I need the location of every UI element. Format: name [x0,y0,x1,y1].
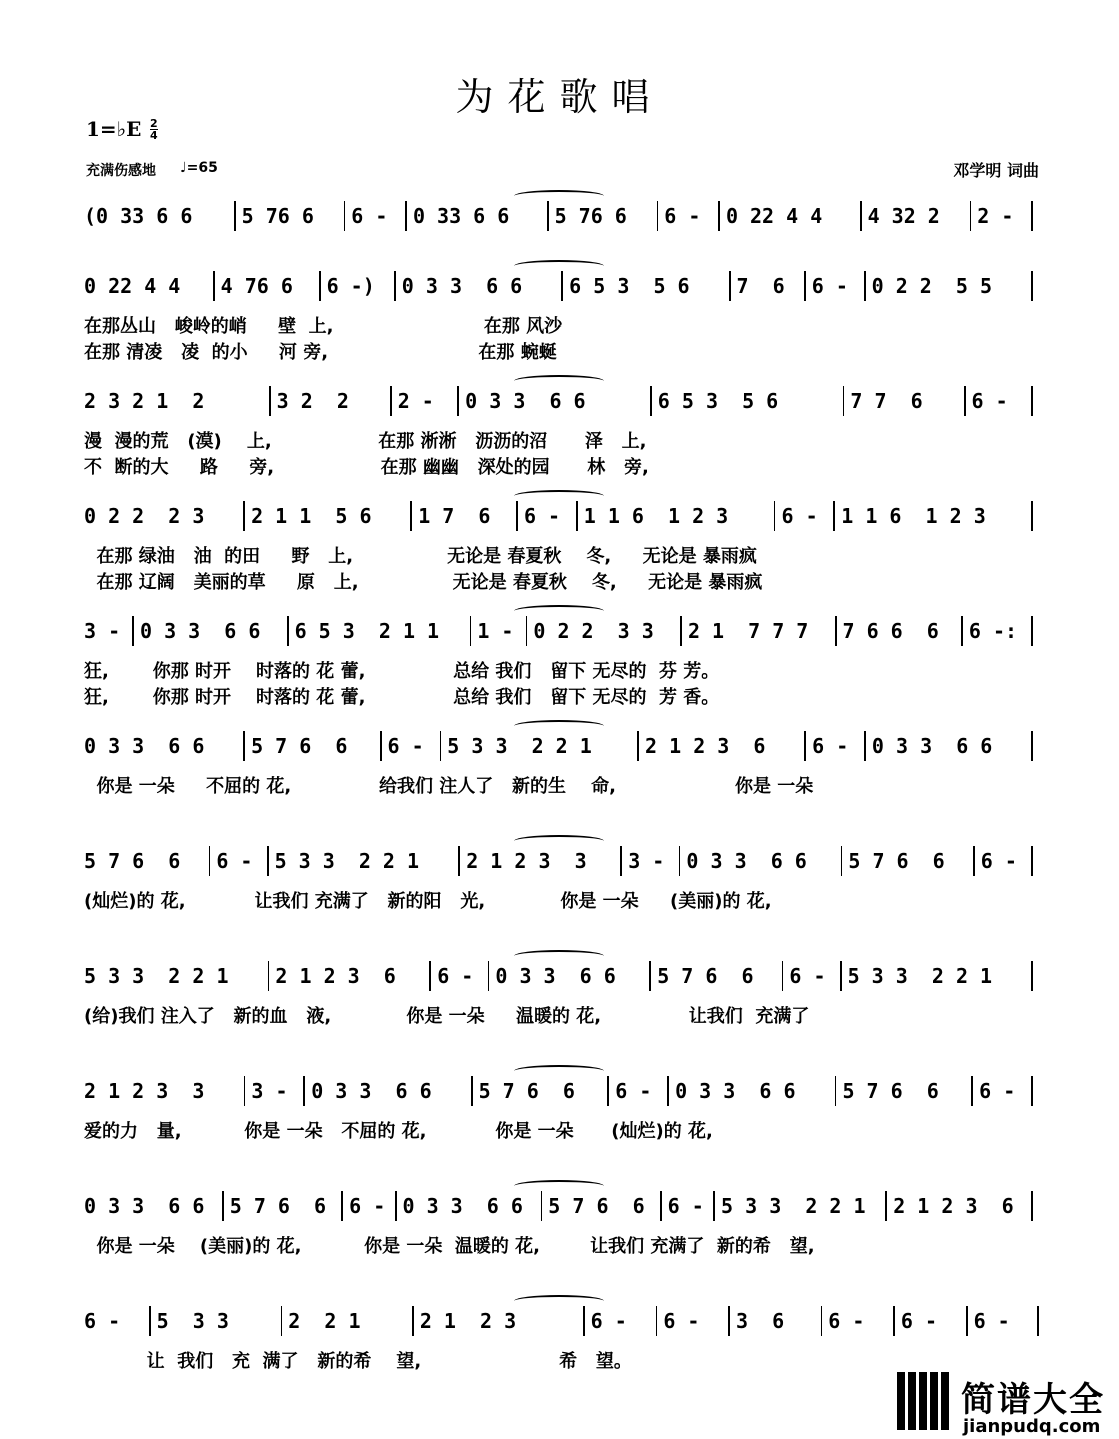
bar-line [457,386,459,416]
bar-line [541,1191,543,1221]
bar-line [657,201,659,231]
lyric-line: 在那丛山 峻岭的峭 壁 上, 在那 风沙 [84,316,563,337]
measure: 5 3 3 [156,1309,229,1333]
bar-line [667,1076,669,1106]
score-row [84,200,1039,232]
bar-line [488,961,490,991]
measure: 6 - [973,1309,1010,1333]
bar-line [576,501,578,531]
bar-line [656,1306,658,1336]
bar-line [244,1076,246,1106]
author-credit: 邓学明 词曲 [953,161,1039,180]
bar-line [1031,1191,1033,1221]
song-title: 为花歌唱 [455,75,664,119]
bar-line [679,846,681,876]
lyric-line: 不 断的大 路 旁, 在那 幽幽 深处的园 林 旁, [84,457,649,478]
score-row [84,960,1039,992]
score-row [84,270,1039,302]
note-line [84,615,1039,647]
measure: 6 - [664,204,701,228]
bar-line [835,1076,837,1106]
bar-line [660,1191,662,1221]
bar-line [774,501,776,531]
bar-line [395,1191,397,1221]
bar-line [864,731,866,761]
bar-line [620,846,622,876]
measure: 6 - [971,389,1008,413]
measure: 6 - [811,274,848,298]
measure: 6 - [387,734,424,758]
score-row [84,1075,1039,1107]
measure: 1 1 6 1 2 3 [583,504,729,528]
slur-mark [514,490,604,502]
bar-line [268,961,270,991]
measure: 0 3 3 6 6 [84,734,205,758]
bar-line [680,616,682,646]
bar-line [840,961,842,991]
measure: 0 2 2 5 5 [871,274,993,298]
lyric-line: 在那 辽阔 美丽的草 原 上, 无论是 春夏秋 冬, 无论是 暴雨疯 [84,572,763,593]
measure: 0 3 3 6 6 [495,964,616,988]
bar-line [149,1306,151,1336]
tempo-mark: ♩=65 [180,160,218,176]
bar-line [287,616,289,646]
bar-line [650,386,652,416]
bar-line [458,846,460,876]
measure: 5 76 6 [554,204,627,228]
bar-line [243,501,245,531]
bar-line [893,1306,895,1336]
measure: 2 1 2 3 3 [84,1079,205,1103]
measure: 6 - [615,1079,652,1103]
slur-mark [514,260,604,272]
lyric-line: 让 我们 充 满了 新的希 望, 希 望。 [84,1351,632,1372]
measure: 6 - [980,849,1017,873]
lyric-line: (灿烂)的 花, 让我们 充满了 新的阳 光, 你是 一朵 (美丽)的 花, [84,891,772,912]
lyric-line: 狂, 你那 时开 时落的 花 蕾, 总给 我们 留下 无尽的 芳 香。 [84,687,720,708]
measure: 2 2 1 [288,1309,361,1333]
slur-mark [514,605,604,617]
bar-line [729,271,731,301]
logo-url: jianpudq.com [963,1416,1101,1437]
note-line [84,960,1039,992]
measure: 5 3 3 2 2 1 [847,964,993,988]
measure: 5 7 6 6 [548,1194,645,1218]
score-row [84,845,1039,877]
measure: 0 2 2 3 3 [533,619,654,643]
note-line [84,200,1039,232]
score-row [84,385,1039,417]
bar-line [394,271,396,301]
measure: 3 - [628,849,665,873]
measure: 6 - [781,504,818,528]
bar-line [607,1076,609,1106]
measure: 2 1 2 3 [419,1309,517,1333]
bar-line [1031,271,1033,301]
bar-line [209,846,211,876]
bar-line [1037,1306,1040,1336]
bar-line [222,1191,224,1221]
bar-line [728,1306,730,1336]
measure: 0 3 3 6 6 [311,1079,432,1103]
measure: 6 - [828,1309,865,1333]
bar-line [961,616,963,646]
note-line [84,845,1039,877]
measure: 6 - [84,1309,121,1333]
bar-line [1031,731,1033,761]
time-signature [150,118,158,141]
note-line [84,1075,1039,1107]
measure: 1 - [477,619,514,643]
measure: 4 76 6 [220,274,293,298]
site-logo [897,1372,1119,1438]
note-line [84,500,1039,532]
note-line [84,385,1039,417]
bar-line [782,961,784,991]
time-sig-bottom: 4 [150,129,158,142]
score-row [84,1305,1039,1337]
bar-line [860,201,862,231]
bar-line [971,1076,973,1106]
score-row [84,615,1039,647]
lyric-line: 在那 清凌 凌 的小 河 旁, 在那 蜿蜒 [84,342,557,363]
bar-line [970,201,972,231]
bar-line [561,271,563,301]
measure: 6 -: [968,619,1018,643]
bar-line [966,1306,968,1336]
lyric-line: 你是 一朵 不屈的 花, 给我们 注人了 新的生 命, 你是 一朵 [84,776,814,797]
measure: 0 3 3 6 6 [401,274,523,298]
measure: 0 3 3 6 6 [871,734,993,758]
bar-line [1031,616,1033,646]
measure: 3 - [251,1079,288,1103]
bar-line [1031,386,1033,416]
measure: 6 -) [326,274,375,298]
measure: 6 - [667,1194,704,1218]
bar-line [583,1306,585,1336]
bar-line [718,201,720,231]
lyric-line: 狂, 你那 时开 时落的 花 蕾, 总给 我们 留下 无尽的 芬 芳。 [84,661,720,682]
slur-mark [514,835,604,847]
note-line [84,1190,1039,1222]
bar-line [341,1191,343,1221]
bar-line [303,1076,305,1106]
bar-line [843,386,845,416]
measure: 0 22 4 4 [725,204,823,228]
bar-line [964,386,966,416]
bar-line [526,616,528,646]
measure: 4 32 2 [867,204,940,228]
measure: 6 - [789,964,826,988]
measure: 3 6 [735,1309,785,1333]
bar-line [213,271,215,301]
measure: 6 5 3 5 6 [657,389,779,413]
measure: 6 - [590,1309,627,1333]
bar-line [885,1191,887,1221]
measure: 6 - [663,1309,700,1333]
piano-keys-icon [897,1372,955,1432]
measure: 6 - [979,1079,1016,1103]
measure: 6 - [349,1194,386,1218]
measure: 0 22 4 4 [84,274,181,298]
measure: 6 - [216,849,253,873]
bar-line [319,271,321,301]
bar-line [973,846,975,876]
measure: 1 7 6 [418,504,491,528]
slur-mark [514,1295,604,1307]
slur-mark [514,950,604,962]
measure: 5 76 6 [241,204,314,228]
measure: 2 - [397,389,434,413]
bar-line [440,731,442,761]
measure: 2 - [977,204,1014,228]
bar-line [1031,961,1033,991]
measure: 0 33 6 6 [412,204,510,228]
slur-mark [514,375,604,387]
bar-line [1031,846,1033,876]
measure: 0 3 3 6 6 [465,389,586,413]
measure: 2 1 2 3 3 [466,849,587,873]
bar-line [547,201,549,231]
measure: 5 7 6 6 [848,849,945,873]
lyric-line: 你是 一朵 (美丽)的 花, 你是 一朵 温暖的 花, 让我们 充满了 新的希 望, [84,1236,815,1257]
measure: 5 7 6 6 [84,849,181,873]
logo-text: 简谱大全 [961,1380,1105,1420]
measure: 0 2 2 2 3 [84,504,205,528]
measure: 6 - [351,204,388,228]
measure: 5 3 3 2 2 1 [84,964,229,988]
bar-line [804,731,806,761]
measure: 0 3 3 6 6 [675,1079,796,1103]
measure: 5 3 3 2 2 1 [447,734,592,758]
measure: 5 7 6 6 [657,964,754,988]
bar-line [390,386,392,416]
slur-mark [514,720,604,732]
measure: 0 3 3 6 6 [402,1194,523,1218]
lyric-line: (给)我们 注入了 新的血 液, 你是 一朵 温暖的 花, 让我们 充满了 [84,1006,810,1027]
measure: 5 3 3 2 2 1 [274,849,420,873]
slur-mark [514,190,604,202]
expression-mark: 充满伤感地 [86,163,156,179]
measure: 6 5 3 2 1 1 [294,619,440,643]
measure: 5 3 3 2 2 1 [721,1194,866,1218]
lyric-line: 在那 绿油 油 的田 野 上, 无论是 春夏秋 冬, 无论是 暴雨疯 [84,546,757,567]
bar-line [841,846,843,876]
bar-line [470,616,472,646]
measure: 7 6 [736,274,785,298]
bar-line [713,1191,715,1221]
measure: 5 7 6 6 [251,734,348,758]
bar-line [269,386,271,416]
bar-line [410,501,412,531]
measure: 6 - [523,504,561,528]
bar-line [516,501,518,531]
measure: 5 7 6 6 [478,1079,575,1103]
bar-line [833,501,835,531]
key-signature: 1=♭E [86,117,142,141]
measure: 3 - [84,619,121,643]
bar-line [243,731,245,761]
bar-line [637,731,639,761]
measure: 2 1 2 3 6 [275,964,396,988]
lyric-line: 漫 漫的荒 (漠) 上, 在那 淅淅 沥沥的沼 泽 上, [84,431,647,452]
score-row [84,1190,1039,1222]
bar-line [649,961,651,991]
measure: 7 7 6 [850,389,923,413]
measure: 1 1 6 1 2 3 [841,504,986,528]
bar-line [380,731,382,761]
bar-line [405,201,407,231]
bar-line [821,1306,823,1336]
measure: 2 1 7 7 7 [687,619,809,643]
measure: 6 - [437,964,474,988]
slur-mark [514,1065,604,1077]
score-row [84,730,1039,762]
note-line [84,1305,1039,1337]
measure: 5 7 6 6 [842,1079,939,1103]
measure: 2 1 2 3 6 [645,734,766,758]
measure: 0 3 3 6 6 [686,849,807,873]
measure: 2 1 1 5 6 [251,504,372,528]
measure: 5 7 6 6 [229,1194,327,1218]
bar-line [267,846,269,876]
bar-line [835,616,837,646]
measure: (0 33 6 6 [84,204,193,228]
measure: 6 - [900,1309,938,1333]
measure: 6 5 3 5 6 [569,274,690,298]
measure: 2 3 2 1 2 [84,389,205,413]
bar-line [132,616,134,646]
measure: 7 6 6 6 [842,619,939,643]
slur-mark [514,1180,604,1192]
bar-line [864,271,866,301]
note-line [84,730,1039,762]
score-row [84,500,1039,532]
bar-line [344,201,346,231]
measure: 6 - [812,734,849,758]
measure: 3 2 2 [276,389,349,413]
bar-line [1031,501,1033,531]
bar-line [429,961,431,991]
measure: 0 3 3 6 6 [84,1194,205,1218]
bar-line [234,201,236,231]
bar-line [1031,201,1033,231]
time-sig-top: 2 [150,117,158,130]
bar-line [1031,1076,1033,1106]
note-line [84,270,1039,302]
measure: 0 3 3 6 6 [140,619,261,643]
bar-line [804,271,806,301]
bar-line [281,1306,283,1336]
lyric-line: 爱的力 量, 你是 一朵 不屈的 花, 你是 一朵 (灿烂)的 花, [84,1121,713,1142]
measure: 2 1 2 3 6 [893,1194,1014,1218]
bar-line [471,1076,473,1106]
bar-line [412,1306,414,1336]
